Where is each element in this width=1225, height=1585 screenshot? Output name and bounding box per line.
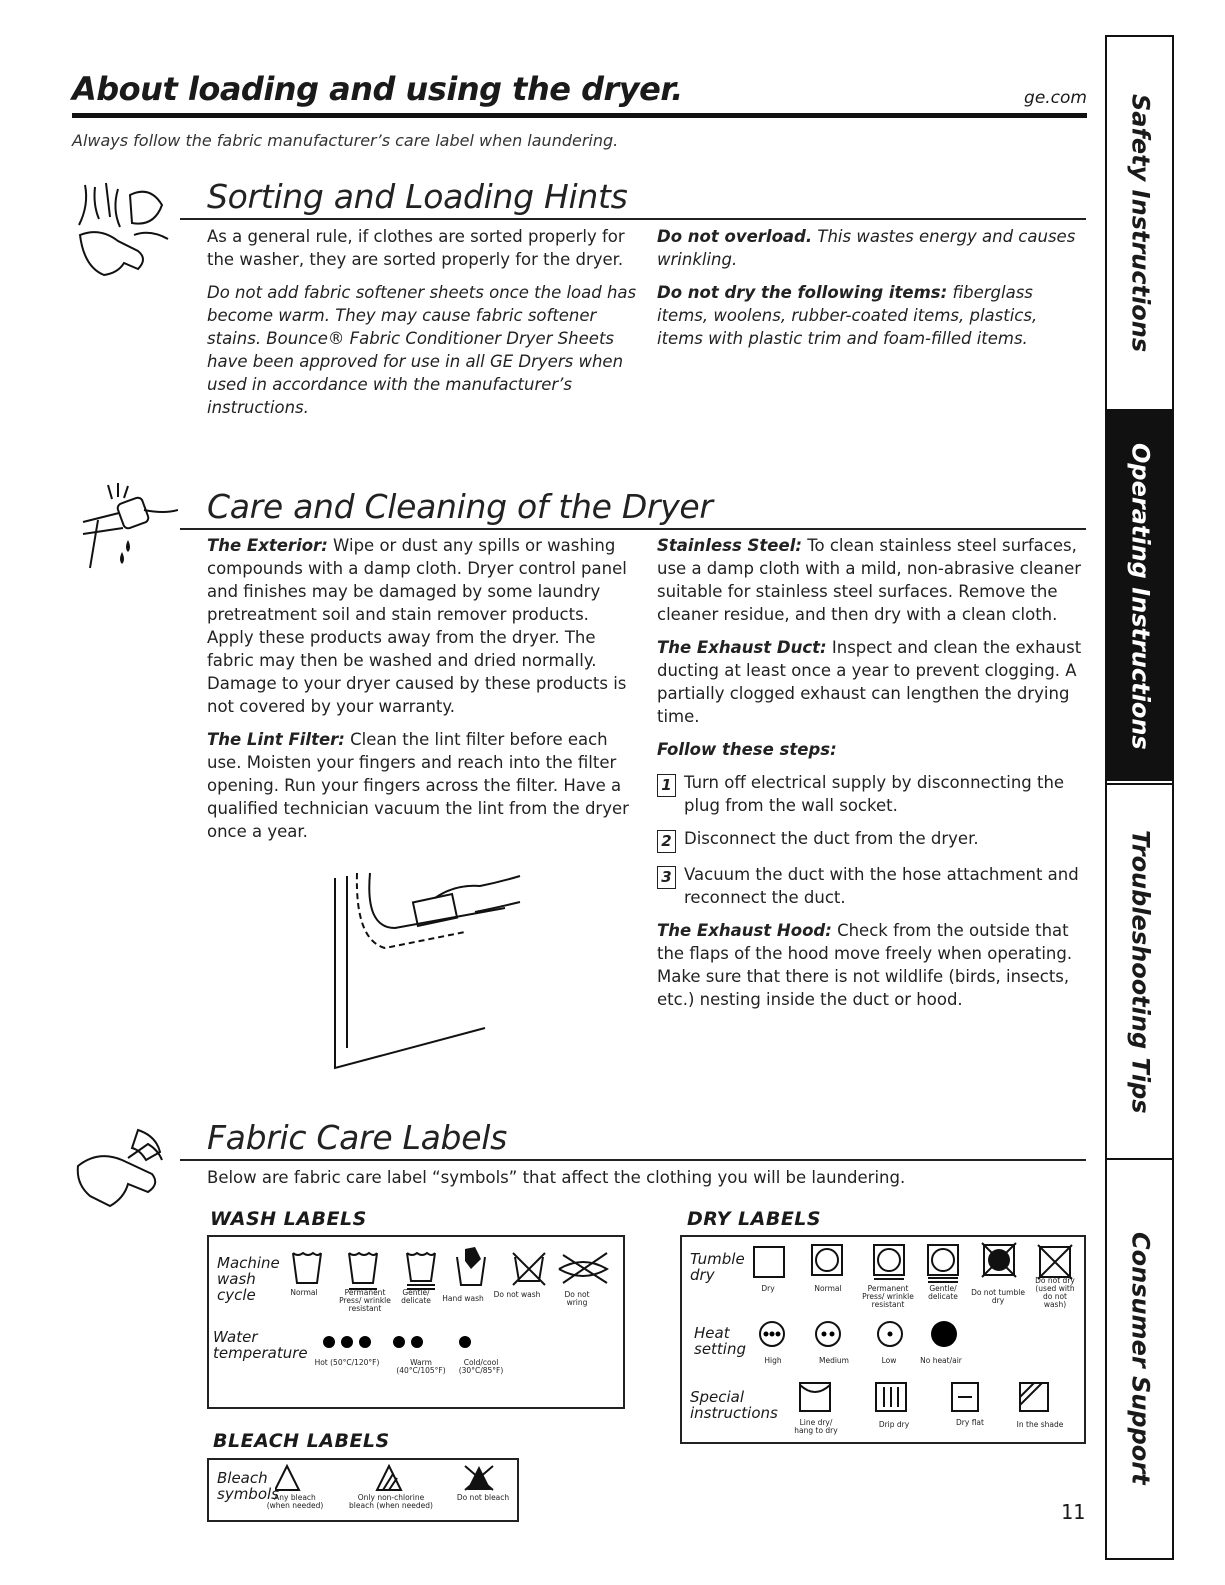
- tumble-caption: Gentle/ delicate: [928, 1284, 958, 1301]
- tumble-caption: Permanent Press/ wrinkle resistant: [862, 1284, 914, 1309]
- do-not-tumble-dry-icon: [982, 1243, 1016, 1277]
- dry-labels-title: DRY LABELS: [687, 1208, 822, 1230]
- step-2: [657, 827, 1085, 853]
- heat-caption: Low: [881, 1356, 897, 1365]
- site-url: ge.com: [1024, 88, 1087, 108]
- tumble-caption: Dry: [761, 1284, 775, 1293]
- special-instructions-label: Special instructions: [690, 1388, 778, 1422]
- wash-cycle-caption: Permanent Press/ wrinkle resistant: [339, 1288, 391, 1313]
- lint-filter-text: Clean the lint filter before each use. Moisten your fingers and reach into the filter opening. Run your fingers across the filter. Have a qualified technician vacuum the lint from the dryer once a year.: [207, 730, 629, 841]
- bleach-labels-title: BLEACH LABELS: [213, 1430, 390, 1452]
- overload-text: This wastes energy and causes wrinkling.: [657, 227, 1076, 269]
- tumble-permanent-press-icon: [874, 1245, 904, 1279]
- heat-setting-symbols: [756, 1319, 976, 1351]
- drip-dry-icon: [876, 1383, 906, 1411]
- special-caption: In the shade: [1016, 1420, 1064, 1429]
- exhaust-duct-heading: The Exhaust Duct:: [657, 638, 827, 657]
- wash-tub-normal-icon: [293, 1253, 321, 1283]
- heat-caption: High: [764, 1356, 782, 1365]
- fabric-intro: Below are fabric care label “symbols” that affect the clothing you will be laundering.: [207, 1168, 906, 1187]
- fabric-shirt-icon: [68, 1120, 188, 1220]
- special-caption: Dry flat: [956, 1418, 984, 1427]
- lint-filter-heading: The Lint Filter:: [207, 730, 345, 749]
- care-section-rule: [180, 528, 1086, 530]
- wash-tub-permanent-press-icon: [349, 1253, 377, 1289]
- bleach-labels-box: [207, 1458, 519, 1522]
- heat-medium-icon: [816, 1322, 840, 1346]
- bleach-caption: Do not bleach: [456, 1493, 510, 1502]
- step-number: 3: [657, 866, 676, 889]
- wash-cycle-symbols: [287, 1247, 617, 1291]
- dry-square-icon: [754, 1247, 784, 1277]
- bleach-caption: Only non-chlorine bleach (when needed): [349, 1493, 433, 1510]
- dry-labels-box: [680, 1235, 1086, 1444]
- page-title: About loading and using the dryer.: [72, 70, 683, 108]
- tumble-normal-icon: [812, 1245, 842, 1275]
- overload-heading: Do not overload.: [657, 227, 813, 246]
- step-number: 1: [657, 774, 676, 797]
- sorting-left-column: [207, 225, 637, 429]
- do-not-wring-icon: [559, 1253, 607, 1283]
- bleach-caption: Any bleach (when needed): [266, 1493, 324, 1510]
- exterior-text: Wipe or dust any spills or washing compounds with a damp cloth. Dryer control panel and finishes may be damaged by some laundry pretreatment soil and stain remover products. Apply these products away from the dryer. The fabric may then be washed and dried normally. Damage to your dryer caused by these products is not covered by your warranty.: [207, 536, 627, 716]
- hot-dots-icon: [323, 1336, 371, 1348]
- dry-flat-icon: [952, 1383, 978, 1411]
- tab-safety-instructions[interactable]: [1107, 37, 1174, 411]
- care-right-column: [657, 534, 1085, 1021]
- water-temperature-label: Water temperature: [213, 1328, 308, 1362]
- water-temperature-symbols: [321, 1333, 491, 1353]
- wash-cycle-caption: Gentle/ delicate: [401, 1288, 431, 1305]
- temp-caption: Warm (40°C/105°F): [396, 1358, 446, 1375]
- step-text: Vacuum the duct with the hose attachment and reconnect the duct.: [684, 865, 1079, 907]
- exterior-heading: The Exterior:: [207, 536, 328, 555]
- fabric-section-rule: [180, 1159, 1086, 1161]
- tumble-caption: Normal: [814, 1284, 842, 1293]
- bleach-symbols: [275, 1462, 515, 1494]
- heat-setting-label: Heat setting: [694, 1324, 747, 1358]
- do-not-wash-icon: [513, 1253, 545, 1285]
- sorting-section-rule: [180, 218, 1086, 220]
- exhaust-duct-text: Inspect and clean the exhaust ducting at least once a year to prevent clogging. A partially clogged exhaust can lengthen the drying time.: [657, 638, 1082, 726]
- sorting-right-column: [657, 225, 1082, 360]
- step-number: 2: [657, 830, 676, 853]
- step-1: [657, 771, 1085, 817]
- step-3: [657, 863, 1085, 909]
- line-dry-icon: [800, 1383, 830, 1411]
- heat-caption: No heat/air: [920, 1356, 962, 1365]
- no-dry-heading: Do not dry the following items:: [657, 283, 948, 302]
- tab-label: Troubleshooting Tips: [1126, 829, 1155, 1114]
- care-section-title: Care and Cleaning of the Dryer: [207, 487, 713, 526]
- non-chlorine-bleach-icon: [377, 1466, 401, 1490]
- wash-cycle-caption: Do not wash: [493, 1290, 541, 1299]
- sorting-general-rule: As a general rule, if clothes are sorted properly for the washer, they are sorted properly for the dryer.: [207, 227, 625, 269]
- in-the-shade-icon: [1020, 1383, 1048, 1411]
- exhaust-hood-heading: The Exhaust Hood:: [657, 921, 832, 940]
- do-not-bleach-icon: [465, 1466, 493, 1490]
- no-heat-icon: [931, 1321, 957, 1347]
- tab-label: Safety Instructions: [1126, 93, 1155, 353]
- stainless-heading: Stainless Steel:: [657, 536, 802, 555]
- tumble-dry-symbols: [750, 1241, 1080, 1283]
- special-caption: Drip dry: [878, 1420, 910, 1429]
- special-instructions-symbols: [782, 1379, 1072, 1415]
- wash-cycle-caption: Hand wash: [442, 1294, 484, 1303]
- tab-troubleshooting-tips[interactable]: [1107, 783, 1174, 1160]
- hand-wash-icon: [457, 1247, 485, 1285]
- temp-caption: Cold/cool (30°C/85°F): [458, 1358, 504, 1375]
- wash-cycle-label: Machine wash cycle: [217, 1254, 280, 1304]
- wash-cycle-caption: Do not wring: [564, 1290, 590, 1307]
- heat-high-icon: [760, 1322, 784, 1346]
- tumble-caption: Do not dry (used with do not wash): [1035, 1276, 1075, 1309]
- tab-consumer-support[interactable]: [1107, 1158, 1174, 1558]
- page-number: 11: [1060, 1500, 1085, 1524]
- title-rule: [72, 113, 1087, 118]
- special-caption: Line dry/ hang to dry: [794, 1418, 838, 1435]
- exhaust-hood-text: Check from the outside that the flaps of the hood move freely when operating. Make sure that there is not wildlife (birds, insects, etc.) nesting inside the duct or hood.: [657, 921, 1073, 1009]
- tab-label: Consumer Support: [1126, 1231, 1155, 1485]
- care-left-column: [207, 534, 637, 853]
- tab-label: Operating Instructions: [1126, 442, 1155, 750]
- wash-cycle-caption: Normal: [290, 1288, 318, 1297]
- laundry-clothes-icon: [60, 175, 185, 285]
- wash-labels-title: WASH LABELS: [210, 1208, 367, 1230]
- step-text: Disconnect the duct from the dryer.: [684, 829, 979, 848]
- page-subtitle: Always follow the fabric manufacturer’s care label when laundering.: [72, 131, 619, 150]
- lint-filter-illustration: [325, 868, 535, 1070]
- cleaning-sponge-icon: [78, 480, 178, 580]
- tumble-caption: Do not tumble dry: [971, 1288, 1025, 1305]
- tumble-gentle-icon: [928, 1245, 958, 1282]
- step-text: Turn off electrical supply by disconnecting the plug from the wall socket.: [684, 773, 1065, 815]
- no-dry-text: fiberglass items, woolens, rubber-coated items, plastics, items with plastic trim and foam-filled items.: [657, 283, 1038, 348]
- sorting-section-title: Sorting and Loading Hints: [207, 177, 628, 216]
- fabric-section-title: Fabric Care Labels: [207, 1118, 507, 1157]
- any-bleach-icon: [275, 1466, 299, 1490]
- wash-tub-gentle-icon: [407, 1253, 435, 1289]
- tumble-dry-label: Tumble dry: [690, 1250, 745, 1284]
- steps-heading: Follow these steps:: [657, 740, 837, 759]
- cold-dot-icon: [459, 1336, 471, 1348]
- heat-low-icon: [878, 1322, 902, 1346]
- heat-caption: Medium: [819, 1356, 849, 1365]
- wash-labels-box: [207, 1235, 625, 1409]
- stainless-text: To clean stainless steel surfaces, use a damp cloth with a mild, non-abrasive cleaner suitable for stainless steel surfaces. Remove the cleaner residue, and then dry with a clean cloth.: [657, 536, 1082, 624]
- temp-caption: Hot (50°C/120°F): [314, 1358, 380, 1367]
- bleach-symbols-label: Bleach symbols: [217, 1469, 279, 1503]
- do-not-dry-icon: [1038, 1245, 1072, 1279]
- fabric-softener-note: Do not add fabric softener sheets once the load has become warm. They may cause fabric softener stains. Bounce® Fabric Conditioner Dryer Sheets have been approved for use in all GE Dryers when used in accordance with the manufacturer’s instructions.: [207, 283, 637, 417]
- warm-dots-icon: [393, 1336, 423, 1348]
- tab-operating-instructions[interactable]: [1107, 411, 1174, 781]
